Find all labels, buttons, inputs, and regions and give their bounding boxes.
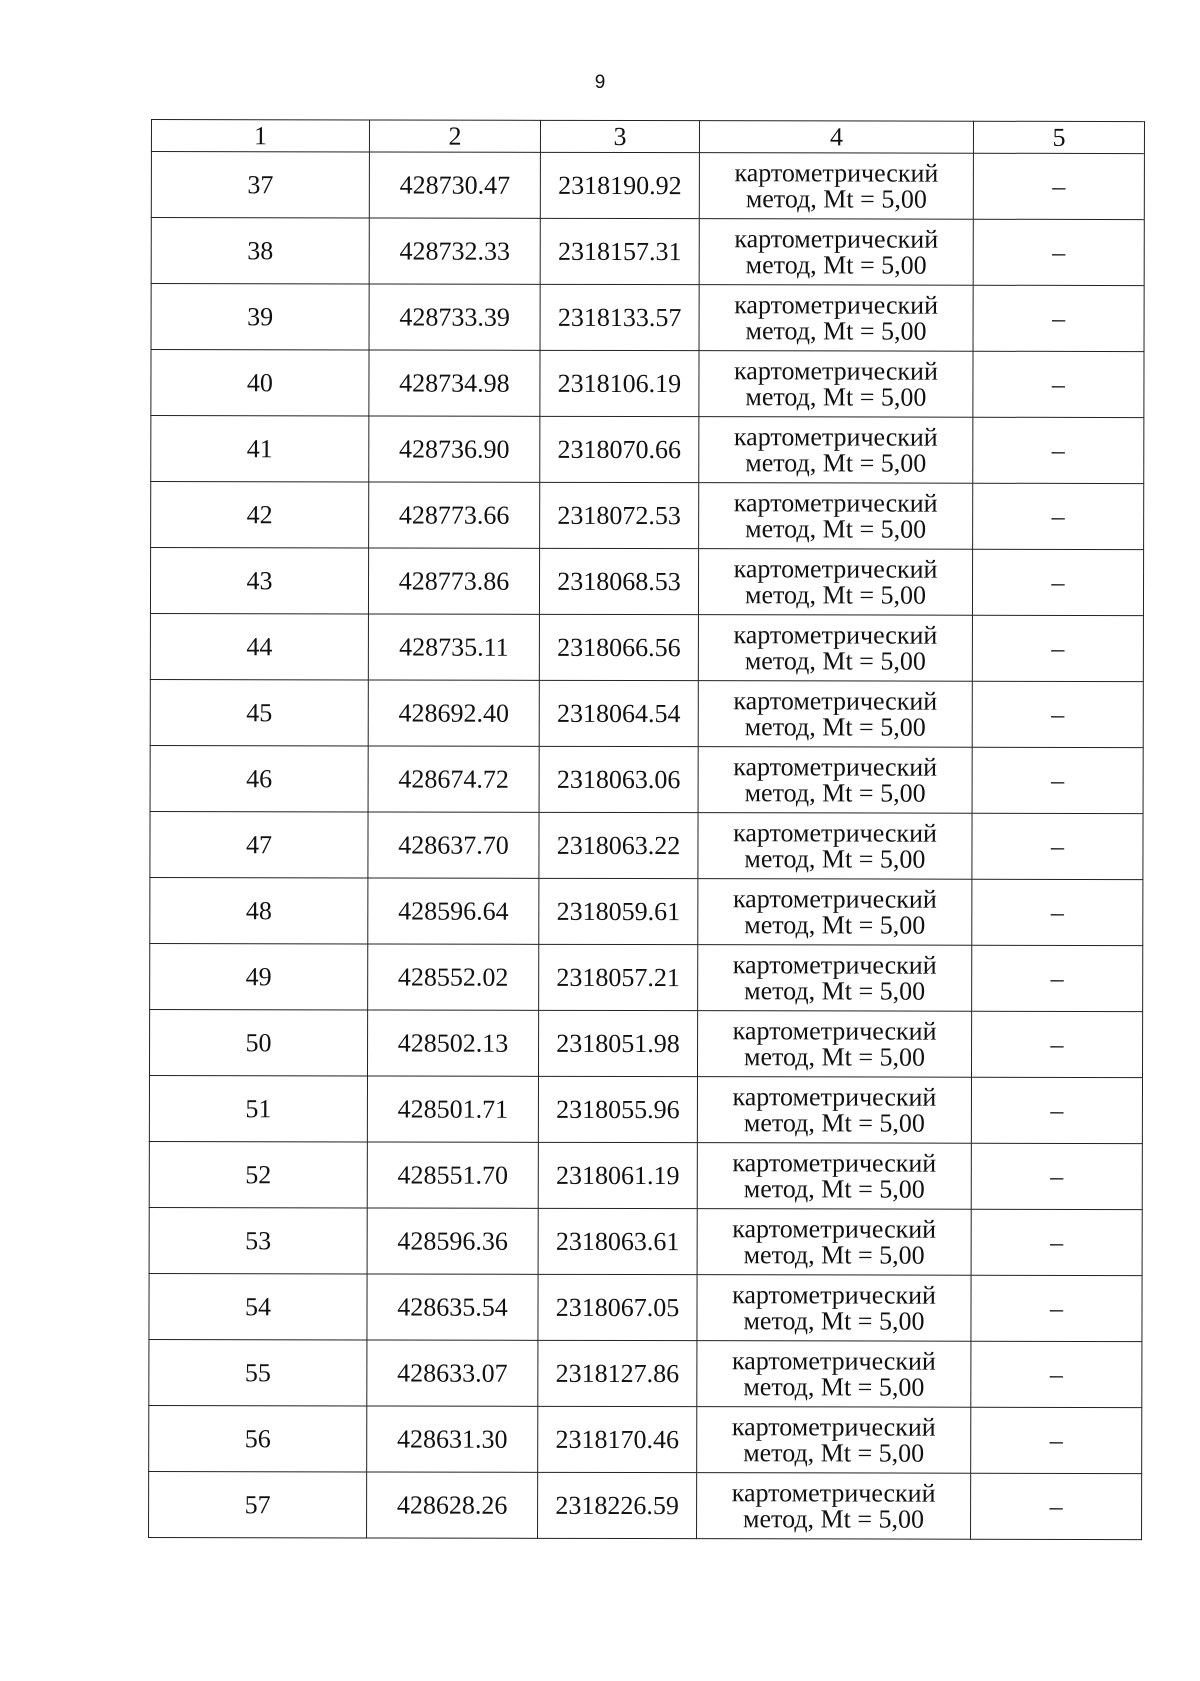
method-line-2: метод, Mt = 5,00	[744, 975, 926, 1006]
method-cell	[697, 1209, 971, 1276]
coordinate-x-cell: 428733.39	[369, 284, 540, 350]
point-number-cell: 55	[149, 1339, 367, 1405]
method-cell	[697, 1077, 971, 1144]
page-number: 9	[594, 72, 606, 93]
point-number-cell: 44	[150, 613, 368, 679]
coordinate-x-cell: 428596.64	[368, 878, 539, 944]
coordinate-y-cell: 2318157.31	[540, 218, 699, 284]
method-cell	[698, 945, 972, 1012]
method-line-2: метод, Mt = 5,00	[745, 249, 927, 280]
table-row	[149, 1339, 1142, 1407]
method-cell	[698, 681, 972, 748]
method-line-2: метод, Mt = 5,00	[743, 1239, 925, 1270]
point-number-cell: 49	[150, 943, 368, 1009]
coordinate-x-cell: 428736.90	[369, 416, 540, 482]
table-row	[151, 152, 1144, 220]
method-cell	[698, 747, 972, 814]
method-line-1: картометрический	[733, 817, 937, 848]
note-cell: –	[972, 879, 1143, 945]
point-number-cell: 52	[149, 1141, 367, 1207]
note-cell: –	[973, 483, 1144, 549]
point-number-cell: 46	[150, 745, 368, 811]
header-cell-col5: 5	[973, 121, 1144, 153]
method-line-2: метод, Mt = 5,00	[744, 843, 926, 874]
point-number-cell: 51	[149, 1075, 367, 1141]
method-cell	[697, 1143, 971, 1210]
point-number-cell: 42	[151, 482, 369, 548]
coordinate-x-cell: 428628.26	[367, 1472, 538, 1538]
header-cell-col1: 1	[151, 120, 369, 152]
note-cell: –	[971, 1209, 1142, 1275]
note-cell: –	[971, 1341, 1142, 1407]
method-line-2: метод, Mt = 5,00	[744, 1041, 926, 1072]
method-line-2: метод, Mt = 5,00	[743, 1173, 925, 1204]
coordinate-y-cell: 2318055.96	[538, 1076, 697, 1142]
coordinate-x-cell: 428633.07	[367, 1340, 538, 1406]
point-number-cell: 57	[149, 1471, 367, 1537]
coordinate-x-cell: 428631.30	[367, 1406, 538, 1472]
point-number-cell: 37	[151, 152, 369, 218]
note-cell: –	[971, 1011, 1142, 1077]
method-cell	[699, 351, 973, 418]
coordinate-x-cell: 428732.33	[369, 218, 540, 284]
method-line-1: картометрический	[734, 223, 939, 254]
method-line-2: метод, Mt = 5,00	[745, 447, 927, 478]
coordinate-y-cell: 2318064.54	[539, 680, 698, 746]
coordinate-x-cell: 428773.86	[368, 548, 539, 614]
coordinate-x-cell: 428674.72	[368, 746, 539, 812]
method-cell	[699, 417, 973, 484]
table-row	[149, 1273, 1142, 1341]
coordinate-y-cell: 2318067.05	[538, 1274, 697, 1340]
coordinate-x-cell: 428552.02	[368, 944, 539, 1010]
table-row	[150, 548, 1143, 616]
point-number-cell: 41	[151, 416, 369, 482]
note-cell: –	[972, 813, 1143, 879]
coordinate-x-cell: 428692.40	[368, 680, 539, 746]
method-line-1: картометрический	[732, 883, 937, 914]
method-line-2: метод, Mt = 5,00	[744, 579, 927, 610]
method-cell	[697, 1407, 971, 1474]
coordinate-y-cell: 2318066.56	[539, 614, 698, 680]
note-cell: –	[971, 1143, 1142, 1209]
method-cell	[699, 219, 973, 286]
coordinate-y-cell: 2318133.57	[540, 284, 699, 350]
method-line-1: картометрический	[732, 1015, 937, 1046]
header-row	[151, 120, 1144, 154]
note-cell: –	[973, 351, 1144, 417]
table-row	[149, 1471, 1142, 1539]
method-line-1: картометрический	[733, 553, 938, 584]
method-cell	[697, 1341, 971, 1408]
method-line-1: картометрический	[731, 1345, 936, 1376]
point-number-cell: 56	[149, 1405, 367, 1471]
coordinate-x-cell: 428501.71	[367, 1076, 538, 1142]
coordinate-y-cell: 2318057.21	[539, 944, 698, 1010]
method-line-1: картометрический	[734, 289, 939, 320]
coordinate-y-cell: 2318061.19	[538, 1142, 697, 1208]
method-cell	[697, 1275, 971, 1342]
method-line-1: картометрический	[734, 355, 938, 386]
table-row	[151, 416, 1144, 484]
table-row	[150, 613, 1143, 681]
coordinate-y-cell: 2318127.86	[538, 1340, 697, 1406]
note-cell: –	[973, 153, 1144, 219]
method-line-1: картометрический	[733, 685, 938, 716]
table-row	[149, 1405, 1142, 1473]
note-cell: –	[973, 285, 1144, 351]
table-row	[151, 482, 1144, 550]
coordinate-y-cell: 2318063.61	[538, 1208, 697, 1274]
method-line-2: метод, Mt = 5,00	[744, 711, 926, 742]
table-row	[151, 284, 1144, 352]
note-cell: –	[972, 945, 1143, 1011]
coordinate-x-cell: 428734.98	[369, 350, 540, 416]
note-cell: –	[973, 219, 1144, 285]
method-line-2: метод, Mt = 5,00	[745, 381, 927, 412]
note-cell: –	[971, 1077, 1142, 1143]
method-line-1: картометрический	[731, 1477, 936, 1508]
header-cell-col3: 3	[540, 120, 699, 152]
coordinate-x-cell: 428635.54	[367, 1274, 538, 1340]
table-row	[149, 1141, 1142, 1209]
point-number-cell: 39	[151, 284, 369, 350]
table-row	[149, 1207, 1142, 1275]
method-line-2: метод, Mt = 5,00	[743, 1371, 925, 1402]
coordinate-x-cell: 428551.70	[367, 1142, 538, 1208]
coordinate-y-cell: 2318059.61	[539, 878, 698, 944]
method-line-1: картометрический	[732, 1213, 937, 1244]
coordinate-x-cell: 428502.13	[367, 1010, 538, 1076]
header-cell-col4: 4	[699, 121, 973, 154]
coordinate-y-cell: 2318190.92	[540, 152, 699, 218]
method-line-1: картометрический	[733, 421, 938, 452]
coordinate-x-cell: 428730.47	[369, 152, 540, 218]
header-cell-col2: 2	[369, 120, 540, 152]
method-line-2: метод, Mt = 5,00	[745, 183, 927, 214]
table-row	[151, 350, 1144, 418]
note-cell: –	[973, 417, 1144, 483]
note-cell: –	[972, 747, 1143, 813]
note-cell: –	[972, 615, 1143, 681]
coordinate-x-cell: 428596.36	[367, 1208, 538, 1274]
method-line-2: метод, Mt = 5,00	[744, 777, 926, 808]
point-number-cell: 53	[149, 1207, 367, 1273]
method-cell	[697, 1011, 971, 1078]
coordinate-y-cell: 2318226.59	[538, 1472, 697, 1538]
point-number-cell: 48	[150, 877, 368, 943]
coordinate-y-cell: 2318063.22	[539, 812, 698, 878]
method-cell	[697, 1473, 971, 1540]
method-cell	[699, 153, 973, 220]
table-row	[150, 943, 1143, 1011]
coordinate-y-cell: 2318063.06	[539, 746, 698, 812]
table-body	[149, 120, 1145, 1540]
point-number-cell: 43	[150, 548, 368, 614]
method-cell	[698, 615, 972, 682]
table-row	[150, 745, 1143, 813]
coordinate-y-cell: 2318072.53	[540, 482, 699, 548]
coordinate-y-cell: 2318070.66	[540, 416, 699, 482]
method-line-2: метод, Mt = 5,00	[743, 1107, 925, 1138]
method-line-2: метод, Mt = 5,00	[743, 1503, 925, 1534]
coordinate-y-cell: 2318068.53	[539, 548, 698, 614]
table-row	[151, 218, 1144, 286]
method-line-2: метод, Mt = 5,00	[744, 645, 926, 676]
method-line-1: картометрический	[731, 1411, 936, 1442]
method-cell	[698, 879, 972, 946]
method-cell	[699, 483, 973, 550]
table-row	[150, 679, 1143, 747]
method-line-2: метод, Mt = 5,00	[743, 1305, 925, 1336]
point-number-cell: 50	[149, 1009, 367, 1075]
method-line-2: метод, Mt = 5,00	[743, 1437, 925, 1468]
method-line-2: метод, Mt = 5,00	[745, 513, 927, 544]
method-line-1: картометрический	[732, 1279, 936, 1310]
coordinates-table	[148, 119, 1145, 1540]
coordinate-y-cell: 2318051.98	[538, 1010, 697, 1076]
table-row	[149, 1009, 1142, 1077]
method-line-1: картометрический	[732, 1147, 937, 1178]
method-line-2: метод, Mt = 5,00	[744, 909, 926, 940]
note-cell: –	[972, 549, 1143, 615]
point-number-cell: 47	[150, 811, 368, 877]
method-cell	[698, 549, 972, 616]
coordinate-x-cell: 428773.66	[369, 482, 540, 548]
method-line-1: картометрический	[734, 157, 939, 188]
method-line-1: картометрический	[733, 619, 938, 650]
method-cell	[699, 285, 973, 352]
table-row	[150, 877, 1143, 945]
coordinate-y-cell: 2318106.19	[540, 350, 699, 416]
coordinate-y-cell: 2318170.46	[538, 1406, 697, 1472]
point-number-cell: 40	[151, 350, 369, 416]
note-cell: –	[972, 681, 1143, 747]
method-line-1: картометрический	[733, 487, 938, 518]
point-number-cell: 38	[151, 218, 369, 284]
note-cell: –	[971, 1275, 1142, 1341]
note-cell: –	[971, 1407, 1142, 1473]
coordinate-x-cell: 428735.11	[368, 614, 539, 680]
table-row	[149, 1075, 1142, 1143]
method-cell	[698, 813, 972, 880]
coordinate-x-cell: 428637.70	[368, 812, 539, 878]
method-line-1: картометрический	[732, 949, 937, 980]
table-row	[150, 811, 1143, 879]
note-cell: –	[971, 1473, 1142, 1539]
method-line-1: картометрический	[732, 1081, 937, 1112]
method-line-2: метод, Mt = 5,00	[745, 315, 927, 346]
point-number-cell: 45	[150, 679, 368, 745]
point-number-cell: 54	[149, 1273, 367, 1339]
method-line-1: картометрический	[733, 751, 938, 782]
